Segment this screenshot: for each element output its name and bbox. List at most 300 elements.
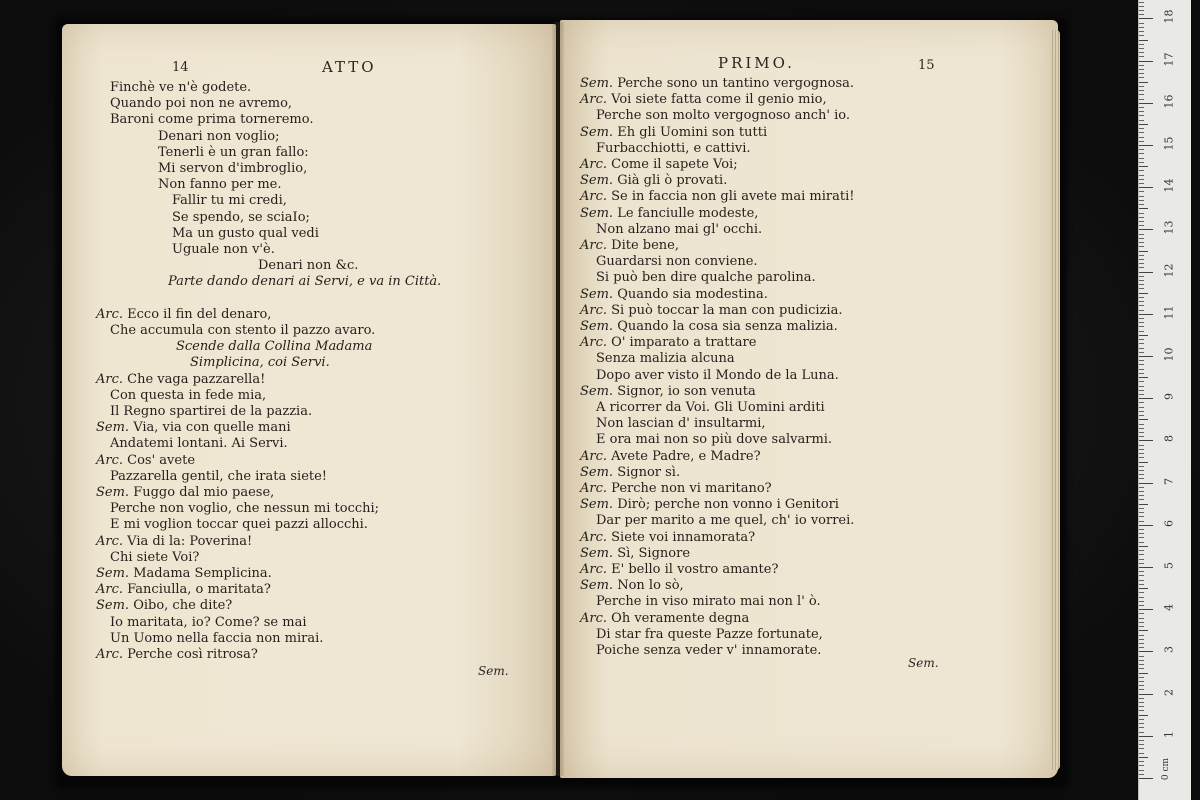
ruler-tick — [1139, 162, 1144, 163]
ruler-label: 15 — [1162, 136, 1176, 151]
ruler-tick — [1139, 529, 1144, 530]
line-text: Già gli ò provati. — [617, 173, 728, 189]
line-text: E mi voglion toccar quei pazzi allocchi. — [110, 517, 368, 533]
ruler-tick — [1139, 453, 1144, 454]
ruler-label: 4 — [1162, 604, 1176, 612]
ruler-tick — [1139, 318, 1144, 319]
ruler-tick — [1139, 765, 1144, 766]
ruler-tick — [1139, 571, 1144, 572]
ruler-tick — [1139, 348, 1144, 349]
line-text: Quando sia modestina. — [617, 286, 768, 302]
ruler-tick — [1139, 373, 1144, 374]
text-line — [596, 416, 766, 432]
ruler-tick — [1139, 732, 1144, 733]
ruler-tick — [1139, 132, 1144, 133]
ruler-tick — [1139, 301, 1144, 302]
line-text: A ricorrer da Voi. Gli Uomini arditi — [596, 400, 825, 415]
ruler-tick — [1139, 428, 1144, 429]
text-line — [596, 254, 758, 270]
ruler-label: 2 — [1162, 688, 1176, 696]
ruler-tick — [1139, 44, 1144, 45]
text-line — [580, 319, 838, 335]
text-line — [580, 546, 690, 562]
ruler-tick — [1139, 651, 1153, 652]
ruler-tick — [1139, 609, 1153, 610]
ruler-label: 3 — [1162, 646, 1176, 654]
speaker-label: Arc. — [580, 302, 608, 318]
ruler-tick — [1139, 588, 1148, 589]
line-text: Oh veramente degna — [611, 610, 750, 626]
ruler-tick — [1139, 238, 1144, 239]
text-line — [96, 647, 258, 663]
page-edges — [1050, 30, 1060, 770]
ruler-tick — [1139, 77, 1144, 78]
text-line — [596, 643, 821, 659]
line-text: Baroni come prima torneremo. — [110, 112, 314, 128]
line-text: Ecco il fin del denaro, — [127, 306, 272, 322]
ruler-tick — [1139, 445, 1144, 446]
ruler-tick — [1139, 457, 1144, 458]
ruler-tick — [1139, 10, 1144, 11]
ruler-tick — [1139, 487, 1144, 488]
ruler-tick — [1139, 774, 1144, 775]
ruler-tick — [1139, 255, 1144, 256]
text-line — [190, 355, 330, 371]
measuring-ruler — [1138, 0, 1191, 800]
ruler-tick — [1139, 196, 1144, 197]
speaker-label: Sem. — [580, 383, 614, 399]
left-catchword: Sem. — [478, 664, 509, 678]
line-text: Dopo aver visto il Mondo de la Luna. — [596, 367, 839, 383]
ruler-tick — [1139, 639, 1144, 640]
speaker-label: Sem. — [580, 545, 614, 561]
text-line — [580, 206, 758, 222]
ruler-tick — [1139, 335, 1148, 336]
ruler-tick — [1139, 115, 1144, 116]
ruler-tick — [1139, 512, 1144, 513]
ruler-tick — [1139, 158, 1144, 159]
ruler-tick — [1139, 187, 1153, 188]
ruler-label: 13 — [1162, 220, 1176, 235]
ruler-tick — [1139, 6, 1144, 7]
ruler-tick — [1139, 225, 1144, 226]
ruler-tick — [1139, 478, 1144, 479]
ruler-tick — [1139, 99, 1144, 100]
ruler-tick — [1139, 120, 1144, 121]
text-line — [110, 631, 323, 647]
line-text: Perche così ritrosa? — [127, 647, 258, 662]
speaker-label: Arc. — [96, 306, 124, 322]
ruler-tick — [1139, 685, 1144, 686]
ruler-tick — [1139, 656, 1144, 657]
ruler-tick — [1139, 141, 1144, 142]
ruler-tick — [1139, 647, 1144, 648]
line-text: Perche non vi maritano? — [611, 481, 772, 496]
ruler-tick — [1139, 778, 1153, 779]
line-text: Non lo sò, — [617, 578, 684, 594]
ruler-tick — [1139, 369, 1144, 370]
line-text: Quando la cosa sia senza malizia. — [617, 319, 838, 334]
text-line — [96, 534, 252, 550]
speaker-label: Sem. — [580, 464, 614, 480]
line-text: Dite bene, — [611, 238, 679, 253]
ruler-tick — [1139, 56, 1144, 57]
text-line — [110, 323, 375, 339]
line-text: Che accumula con stento il pazzo avaro. — [110, 323, 376, 338]
speaker-label: Arc. — [580, 189, 608, 205]
ruler-tick — [1139, 356, 1153, 357]
ruler-tick — [1139, 719, 1144, 720]
ruler-tick — [1139, 73, 1144, 74]
text-line — [158, 129, 279, 145]
text-line — [96, 307, 271, 323]
line-text: Senza malizia alcuna — [596, 351, 735, 367]
line-text: Signor, io son venuta — [617, 383, 756, 399]
ruler-tick — [1139, 761, 1144, 762]
line-text: Via, via con quelle mani — [133, 420, 291, 436]
ruler-tick — [1139, 757, 1148, 758]
ruler-tick — [1139, 466, 1144, 467]
ruler-tick — [1139, 677, 1144, 678]
speaker-label: Arc. — [580, 448, 608, 464]
text-line — [158, 161, 307, 177]
text-line — [172, 193, 287, 209]
ruler-tick — [1139, 94, 1144, 95]
line-text: Ma un gusto qual vedi — [172, 225, 319, 241]
text-line — [580, 76, 854, 92]
ruler-tick — [1139, 740, 1144, 741]
line-text: Via di la: Poverina! — [127, 533, 253, 549]
speaker-label: Sem. — [96, 420, 130, 436]
ruler-tick — [1139, 111, 1144, 112]
text-line — [596, 222, 762, 238]
ruler-label: 17 — [1162, 52, 1176, 67]
line-text: Uguale non v'è. — [172, 242, 275, 257]
line-text: Mi servon d'imbroglio, — [158, 161, 308, 176]
ruler-tick — [1139, 727, 1144, 728]
ruler-tick — [1139, 698, 1144, 699]
line-text: Perche in viso mirato mai non l' ò. — [596, 594, 821, 610]
ruler-tick — [1139, 516, 1144, 517]
line-text: Denari non voglio; — [158, 128, 280, 144]
text-line — [110, 501, 379, 517]
speaker-label: Sem. — [580, 76, 614, 91]
ruler-tick — [1139, 339, 1144, 340]
line-text: Furbacchiotti, e cattivi. — [596, 140, 751, 156]
speaker-label: Arc. — [580, 562, 608, 577]
ruler-tick — [1139, 533, 1144, 534]
ruler-tick — [1139, 424, 1144, 425]
line-text: Tenerli è un gran fallo: — [158, 144, 309, 160]
text-line — [596, 141, 751, 157]
text-line — [596, 627, 823, 643]
text-line — [580, 189, 854, 205]
speaker-label: Sem. — [580, 124, 614, 140]
ruler-tick — [1139, 537, 1144, 538]
ruler-tick — [1139, 407, 1144, 408]
ruler-tick — [1139, 352, 1144, 353]
ruler-tick — [1139, 360, 1144, 361]
text-line — [596, 594, 821, 610]
ruler-tick — [1139, 217, 1144, 218]
ruler-tick — [1139, 107, 1144, 108]
line-text: E ora mai non so più dove salvarmi. — [596, 432, 833, 448]
ruler-tick — [1139, 440, 1153, 441]
ruler-tick — [1139, 314, 1153, 315]
ruler-tick — [1139, 559, 1144, 560]
ruler-tick — [1139, 183, 1144, 184]
line-text: Non lascian d' insultarmi, — [596, 416, 766, 432]
ruler-tick — [1139, 419, 1148, 420]
speaker-label: Arc. — [580, 610, 608, 626]
text-line — [96, 453, 195, 469]
text-line — [580, 238, 679, 254]
text-line — [110, 388, 266, 404]
text-line — [110, 517, 368, 533]
ruler-tick — [1139, 394, 1144, 395]
text-line — [580, 303, 842, 319]
ruler-tick — [1139, 584, 1144, 585]
line-text: Non fanno per me. — [158, 177, 282, 193]
ruler-tick — [1139, 2, 1144, 3]
ruler-tick — [1139, 179, 1144, 180]
ruler-tick — [1139, 381, 1144, 382]
ruler-tick — [1139, 23, 1144, 24]
text-line — [580, 578, 684, 594]
text-line — [596, 270, 816, 286]
ruler-tick — [1139, 470, 1144, 471]
ruler-tick — [1139, 605, 1144, 606]
text-line — [580, 125, 767, 141]
ruler-tick — [1139, 149, 1144, 150]
ruler-tick — [1139, 297, 1144, 298]
line-text: Perche non voglio, che nessun mi tocchi; — [110, 501, 380, 517]
ruler-tick — [1139, 723, 1144, 724]
speaker-label: Sem. — [580, 497, 614, 513]
ruler-tick — [1139, 770, 1144, 771]
ruler-tick — [1139, 748, 1144, 749]
right-catchword: Sem. — [908, 656, 939, 670]
ruler-tick — [1139, 601, 1144, 602]
line-text: E' bello il vostro amante? — [611, 562, 779, 577]
ruler-tick — [1139, 508, 1144, 509]
ruler-tick — [1139, 660, 1144, 661]
ruler-tick — [1139, 597, 1144, 598]
ruler-tick — [1139, 82, 1148, 83]
speaker-label: Sem. — [580, 173, 614, 189]
ruler-tick — [1139, 69, 1144, 70]
ruler-tick — [1139, 495, 1144, 496]
ruler-tick — [1139, 52, 1144, 53]
ruler-tick — [1139, 259, 1144, 260]
speaker-label: Arc. — [96, 533, 124, 549]
text-line — [580, 92, 827, 108]
line-text: Se in faccia non gli avete mai mirati! — [611, 189, 855, 205]
text-line — [110, 96, 292, 112]
line-text: Chi siete Voi? — [110, 549, 200, 565]
text-line — [580, 449, 761, 465]
ruler-tick — [1139, 305, 1144, 306]
line-text: Come il sapete Voi; — [611, 157, 738, 172]
text-line — [580, 157, 738, 173]
speaker-label: Sem. — [580, 286, 614, 302]
line-text: Perche son molto vergognoso anch' io. — [596, 108, 850, 124]
text-line — [580, 562, 778, 578]
speaker-label: Arc. — [96, 371, 124, 387]
ruler-tick — [1139, 267, 1144, 268]
line-text: Si può ben dire qualche parolina. — [596, 270, 816, 286]
text-line — [596, 108, 850, 124]
text-line — [172, 210, 310, 226]
text-line — [172, 242, 275, 258]
line-text: Signor sì. — [617, 464, 681, 480]
ruler-tick — [1139, 48, 1144, 49]
line-text: Un Uomo nella faccia non mirai. — [110, 630, 324, 646]
ruler-tick — [1139, 390, 1144, 391]
speaker-label: Arc. — [580, 157, 608, 172]
line-text: Se spendo, se sciaIo; — [172, 209, 310, 225]
line-text: Fallir tu mi credi, — [172, 193, 287, 209]
line-text: O' imparato a trattare — [611, 335, 757, 351]
ruler-tick — [1139, 280, 1144, 281]
ruler-tick — [1139, 694, 1153, 695]
speaker-label: Sem. — [580, 319, 614, 334]
ruler-tick — [1139, 436, 1144, 437]
text-line — [580, 173, 727, 189]
left-page-number: 14 — [172, 60, 189, 75]
ruler-tick — [1139, 643, 1144, 644]
ruler-tick — [1139, 331, 1144, 332]
ruler-tick — [1139, 35, 1144, 36]
speaker-label: Sem. — [96, 566, 130, 581]
ruler-tick — [1139, 246, 1144, 247]
ruler-tick — [1139, 377, 1148, 378]
ruler-tick — [1139, 90, 1144, 91]
line-text: Si può toccar la man con pudicizia. — [611, 302, 843, 318]
ruler-tick — [1139, 681, 1144, 682]
left-running-head: ATTO — [322, 58, 377, 76]
line-text: Dar per marito a me quel, ch' io vorrei. — [596, 513, 855, 529]
ruler-tick — [1139, 322, 1144, 323]
ruler-tick — [1139, 221, 1144, 222]
text-line — [96, 485, 274, 501]
ruler-tick — [1139, 284, 1144, 285]
line-text: Voi siete fatta come il genio mio, — [611, 92, 827, 108]
right-running-head: PRIMO. — [718, 54, 795, 72]
text-line — [580, 481, 772, 497]
line-text: Poiche senza veder v' innamorate. — [596, 643, 822, 658]
ruler-tick — [1139, 128, 1144, 129]
ruler-tick — [1139, 664, 1144, 665]
text-line — [580, 287, 768, 303]
text-line — [596, 432, 832, 448]
ruler-label: 16 — [1162, 94, 1176, 109]
ruler-tick — [1139, 613, 1144, 614]
text-line — [580, 384, 756, 400]
text-line — [110, 404, 312, 420]
line-text: Guardarsi non conviene. — [596, 254, 758, 270]
ruler-tick — [1139, 251, 1148, 252]
ruler-tick — [1139, 402, 1144, 403]
ruler-tick — [1139, 213, 1144, 214]
ruler-tick — [1139, 567, 1153, 568]
ruler-tick — [1139, 31, 1144, 32]
ruler-tick — [1139, 474, 1144, 475]
ruler-label: 18 — [1162, 9, 1176, 24]
text-line — [96, 420, 291, 436]
ruler-tick — [1139, 242, 1144, 243]
ruler-tick — [1139, 153, 1144, 154]
line-text: Fuggo dal mio paese, — [133, 485, 275, 500]
ruler-tick — [1139, 449, 1144, 450]
text-line — [596, 513, 854, 529]
ruler-tick — [1139, 208, 1148, 209]
ruler-tick — [1139, 103, 1153, 104]
ruler-tick — [1139, 229, 1153, 230]
ruler-tick — [1139, 14, 1144, 15]
ruler-tick — [1139, 635, 1144, 636]
ruler-tick — [1139, 673, 1148, 674]
ruler-tick — [1139, 483, 1153, 484]
ruler-tick — [1139, 542, 1144, 543]
line-text: Pazzarella gentil, che irata siete! — [110, 468, 328, 484]
line-text: Dirò; perche non vonno i Genitori — [617, 497, 839, 513]
ruler-tick — [1139, 200, 1144, 201]
ruler-tick — [1139, 343, 1144, 344]
ruler-tick — [1139, 668, 1144, 669]
ruler-tick — [1139, 575, 1144, 576]
ruler-tick — [1139, 462, 1148, 463]
ruler-tick — [1139, 27, 1144, 28]
ruler-tick — [1139, 40, 1148, 41]
ruler-tick — [1139, 272, 1153, 273]
ruler-tick — [1139, 546, 1148, 547]
ruler-tick — [1139, 550, 1144, 551]
ruler-tick — [1139, 491, 1144, 492]
ruler-tick — [1139, 86, 1144, 87]
text-line — [258, 258, 358, 274]
line-text: Le fanciulle modeste, — [617, 205, 759, 221]
line-text: Denari non &c. — [258, 258, 359, 274]
ruler-tick — [1139, 175, 1144, 176]
ruler-tick — [1139, 65, 1144, 66]
ruler-tick — [1139, 592, 1144, 593]
line-text: Perche sono un tantino vergognosa. — [617, 76, 854, 91]
text-line — [158, 177, 282, 193]
book-gutter — [552, 22, 564, 776]
ruler-tick — [1139, 744, 1144, 745]
speaker-label: Arc. — [96, 452, 124, 468]
ruler-tick — [1139, 580, 1144, 581]
line-text: Quando poi non ne avremo, — [110, 96, 293, 112]
text-line — [172, 226, 319, 242]
line-text: Eh gli Uomini son tutti — [617, 124, 768, 140]
line-text: Andatemi lontani. Ai Servi. — [110, 436, 288, 452]
line-text: Io maritata, io? Come? se mai — [110, 614, 307, 630]
ruler-tick — [1139, 288, 1144, 289]
ruler-label: 11 — [1162, 305, 1176, 320]
ruler-label: 6 — [1162, 519, 1176, 527]
text-line — [580, 497, 839, 513]
text-line — [110, 436, 288, 452]
ruler-tick — [1139, 310, 1144, 311]
ruler-tick — [1139, 276, 1144, 277]
line-text: Oibo, che dite? — [133, 598, 233, 614]
text-line — [110, 80, 251, 96]
line-text: Parte dando denari ai Servi, e va in Città. — [168, 274, 442, 290]
ruler-tick — [1139, 137, 1144, 138]
ruler-tick — [1139, 204, 1144, 205]
